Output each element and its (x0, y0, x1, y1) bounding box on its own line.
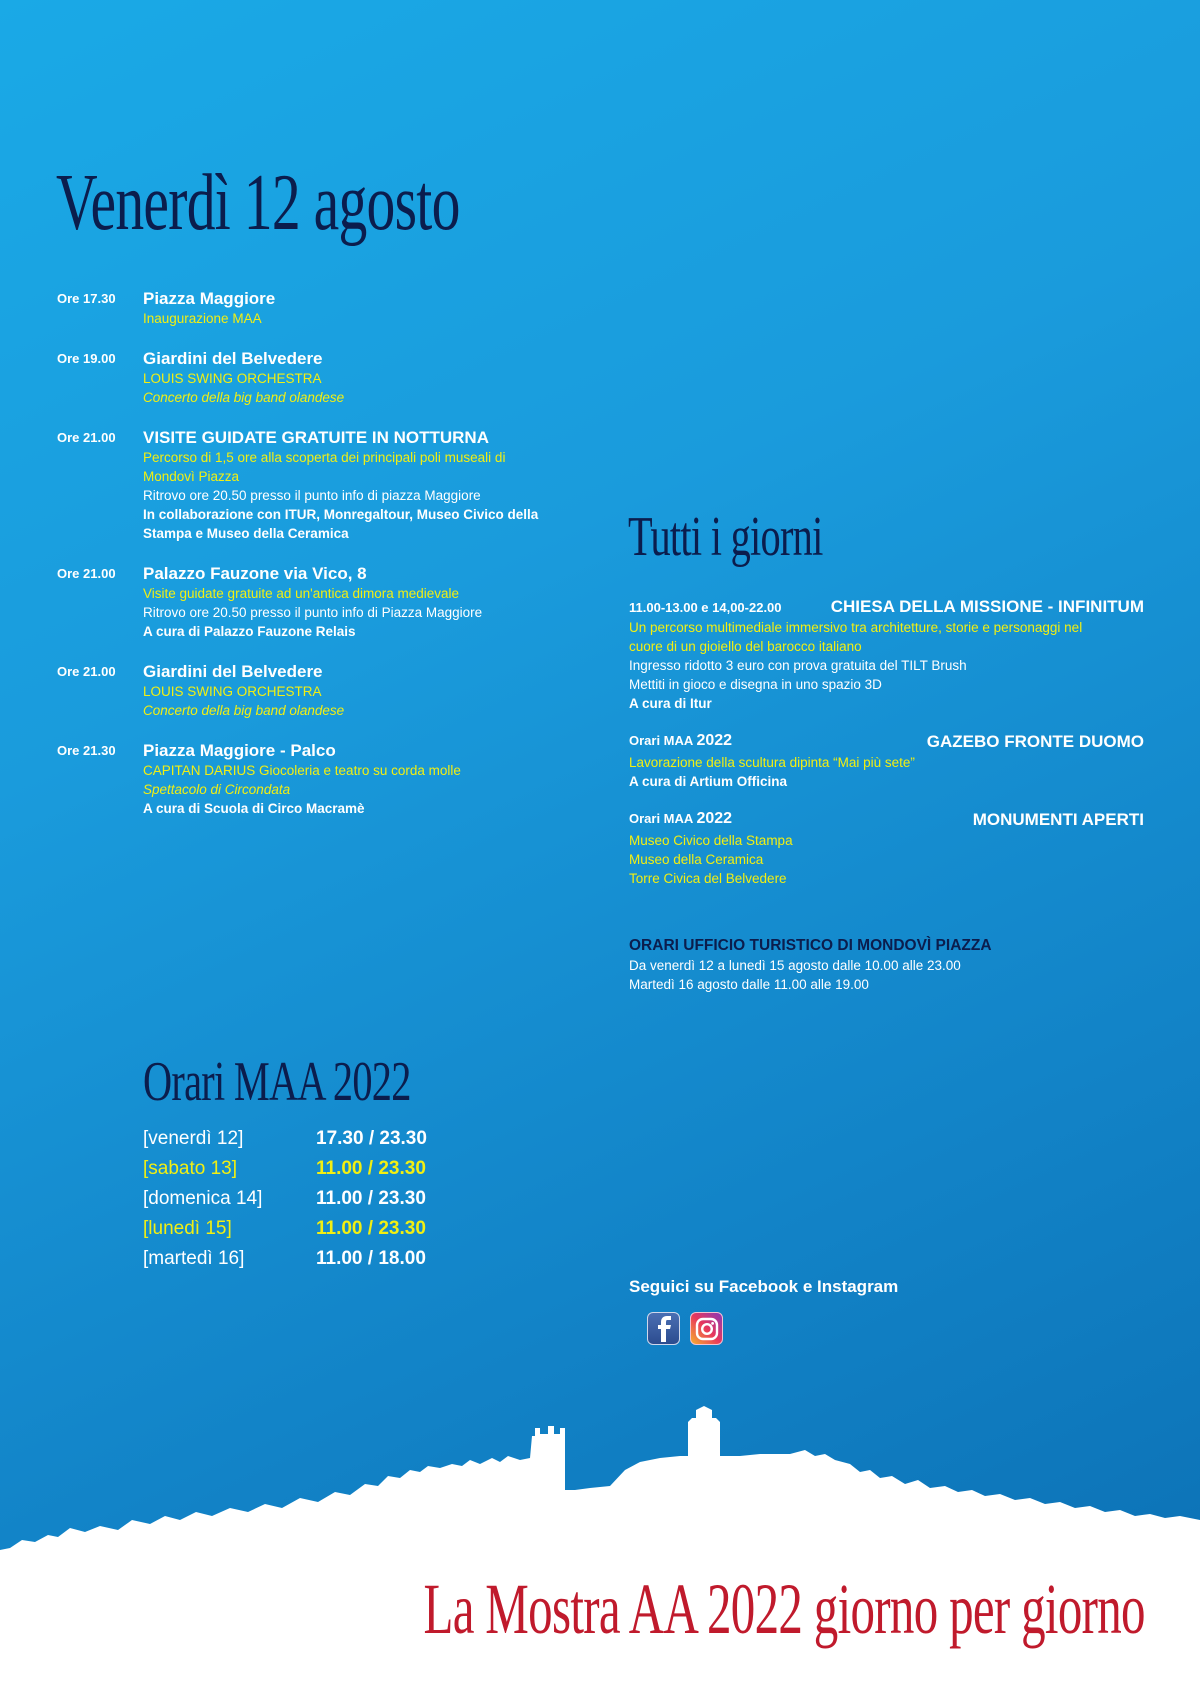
daily-event-time: 11.00-13.00 e 14,00-22.00 (629, 600, 782, 615)
instagram-icon[interactable] (690, 1312, 723, 1345)
event-detail-line: Spettacolo di Circondata (143, 782, 291, 797)
facebook-icon[interactable] (647, 1312, 680, 1345)
event-detail-line: Visite guidate gratuite ad un'antica dimora medievale (143, 586, 460, 601)
event-item (57, 661, 577, 720)
event-time: Ore 19.00 (57, 351, 116, 366)
daily-event-detail-line: cuore di un gioiello del barocco italiano (629, 639, 862, 654)
daily-event-detail-line: Mettiti in gioco e disegna in uno spazio 3D (629, 677, 882, 692)
hours-range: 11.00 / 23.30 (316, 1218, 426, 1239)
event-place: VISITE GUIDATE GRATUITE IN NOTTURNA (143, 428, 489, 447)
daily-event-detail-line: Museo Civico della Stampa (629, 833, 793, 848)
event-item (57, 563, 577, 641)
event-place: Palazzo Fauzone via Vico, 8 (143, 564, 367, 583)
skyline-silhouette (0, 1400, 1200, 1697)
tourist-office-heading: ORARI UFFICIO TURISTICO DI MONDOVÌ PIAZZA (629, 937, 992, 954)
event-place: Giardini del Belvedere (143, 349, 323, 368)
event-place: Piazza Maggiore (143, 289, 276, 308)
event-detail-line: Mondovì Piazza (143, 469, 240, 484)
event-detail-line: LOUIS SWING ORCHESTRA (143, 371, 322, 386)
hours-day: [martedì 16] (143, 1248, 245, 1269)
event-detail-line: LOUIS SWING ORCHESTRA (143, 684, 322, 699)
event-item (57, 740, 577, 818)
event-item (57, 288, 577, 328)
tourist-office-hours (629, 935, 1144, 994)
event-detail-line: A cura di Scuola di Circo Macramè (143, 801, 365, 816)
event-detail-line: In collaborazione con ITUR, Monregaltour, Museo Civico della (143, 507, 539, 522)
daily-event-item (629, 596, 1144, 713)
hours-day: [domenica 14] (143, 1188, 263, 1209)
tourist-office-line: Martedì 16 agosto dalle 11.00 alle 19.00 (629, 977, 869, 992)
event-detail-line: Inaugurazione MAA (143, 311, 262, 326)
tourist-office-line: Da venerdì 12 a lunedì 15 agosto dalle 10.00 alle 23.00 (629, 958, 961, 973)
orari-maa-title: Orari MAA 2022 (143, 1051, 411, 1113)
hours-day: [sabato 13] (143, 1158, 238, 1179)
event-detail-line: Ritrovo ore 20.50 presso il punto info di Piazza Maggiore (143, 605, 483, 620)
daily-event-place: GAZEBO FRONTE DUOMO (926, 732, 1144, 751)
event-place: Giardini del Belvedere (143, 662, 323, 681)
hours-range: 11.00 / 23.30 (316, 1188, 426, 1209)
daily-event-detail-line: Torre Civica del Belvedere (629, 871, 787, 886)
footer-title: La Mostra AA 2022 giorno per giorno (423, 1569, 1145, 1649)
event-detail-line: Concerto della big band olandese (143, 390, 345, 405)
daily-event-detail-line: Un percorso multimediale immersivo tra architetture, storie e personaggi nel (629, 620, 1083, 635)
tutti-i-giorni-list (629, 596, 1144, 906)
event-item (57, 427, 577, 543)
daily-event-item (629, 809, 1144, 888)
event-time: Ore 21.00 (57, 664, 116, 679)
daily-event-detail-line: Lavorazione della scultura dipinta “Mai più sete” (629, 755, 915, 770)
event-detail-line: A cura di Palazzo Fauzone Relais (143, 624, 356, 639)
event-time: Ore 21.00 (57, 430, 116, 445)
event-time: Ore 21.30 (57, 743, 116, 758)
daily-event-time: Orari MAA 2022 (629, 810, 733, 827)
daily-event-detail-line: Museo della Ceramica (629, 852, 764, 867)
daily-event-detail-line: Ingresso ridotto 3 euro con prova gratuita del TILT Brush (629, 658, 967, 673)
event-detail-line: Stampa e Museo della Ceramica (143, 526, 349, 541)
hours-range: 11.00 / 18.00 (316, 1248, 426, 1269)
daily-event-item (629, 731, 1144, 791)
daily-event-time: Orari MAA 2022 (629, 732, 733, 749)
event-detail-line: Concerto della big band olandese (143, 703, 345, 718)
venerdi-events-list (57, 288, 577, 838)
event-detail-line: CAPITAN DARIUS Giocoleria e teatro su corda molle (143, 763, 461, 778)
daily-event-place: CHIESA DELLA MISSIONE - INFINITUM (830, 597, 1144, 616)
tutti-i-giorni-title: Tutti i giorni (628, 506, 823, 568)
social-section (629, 1277, 898, 1297)
daily-event-place: MONUMENTI APERTI (972, 810, 1144, 829)
event-item (57, 348, 577, 407)
event-place: Piazza Maggiore - Palco (143, 741, 336, 760)
hours-day: [lunedì 15] (143, 1218, 232, 1239)
hours-day: [venerdì 12] (143, 1128, 244, 1149)
hours-range: 11.00 / 23.30 (316, 1158, 426, 1179)
event-detail-line: Ritrovo ore 20.50 presso il punto info di piazza Maggiore (143, 488, 481, 503)
venerdi-title: Venerdì 12 agosto (56, 159, 460, 247)
daily-event-detail-line: A cura di Itur (629, 696, 712, 711)
hours-range: 17.30 / 23.30 (316, 1128, 427, 1149)
daily-event-detail-line: A cura di Artium Officina (629, 774, 788, 789)
event-detail-line: Percorso di 1,5 ore alla scoperta dei principali poli museali di (143, 450, 506, 465)
event-time: Ore 21.00 (57, 566, 116, 581)
event-time: Ore 17.30 (57, 291, 116, 306)
social-follow-text: Seguici su Facebook e Instagram (629, 1277, 899, 1296)
